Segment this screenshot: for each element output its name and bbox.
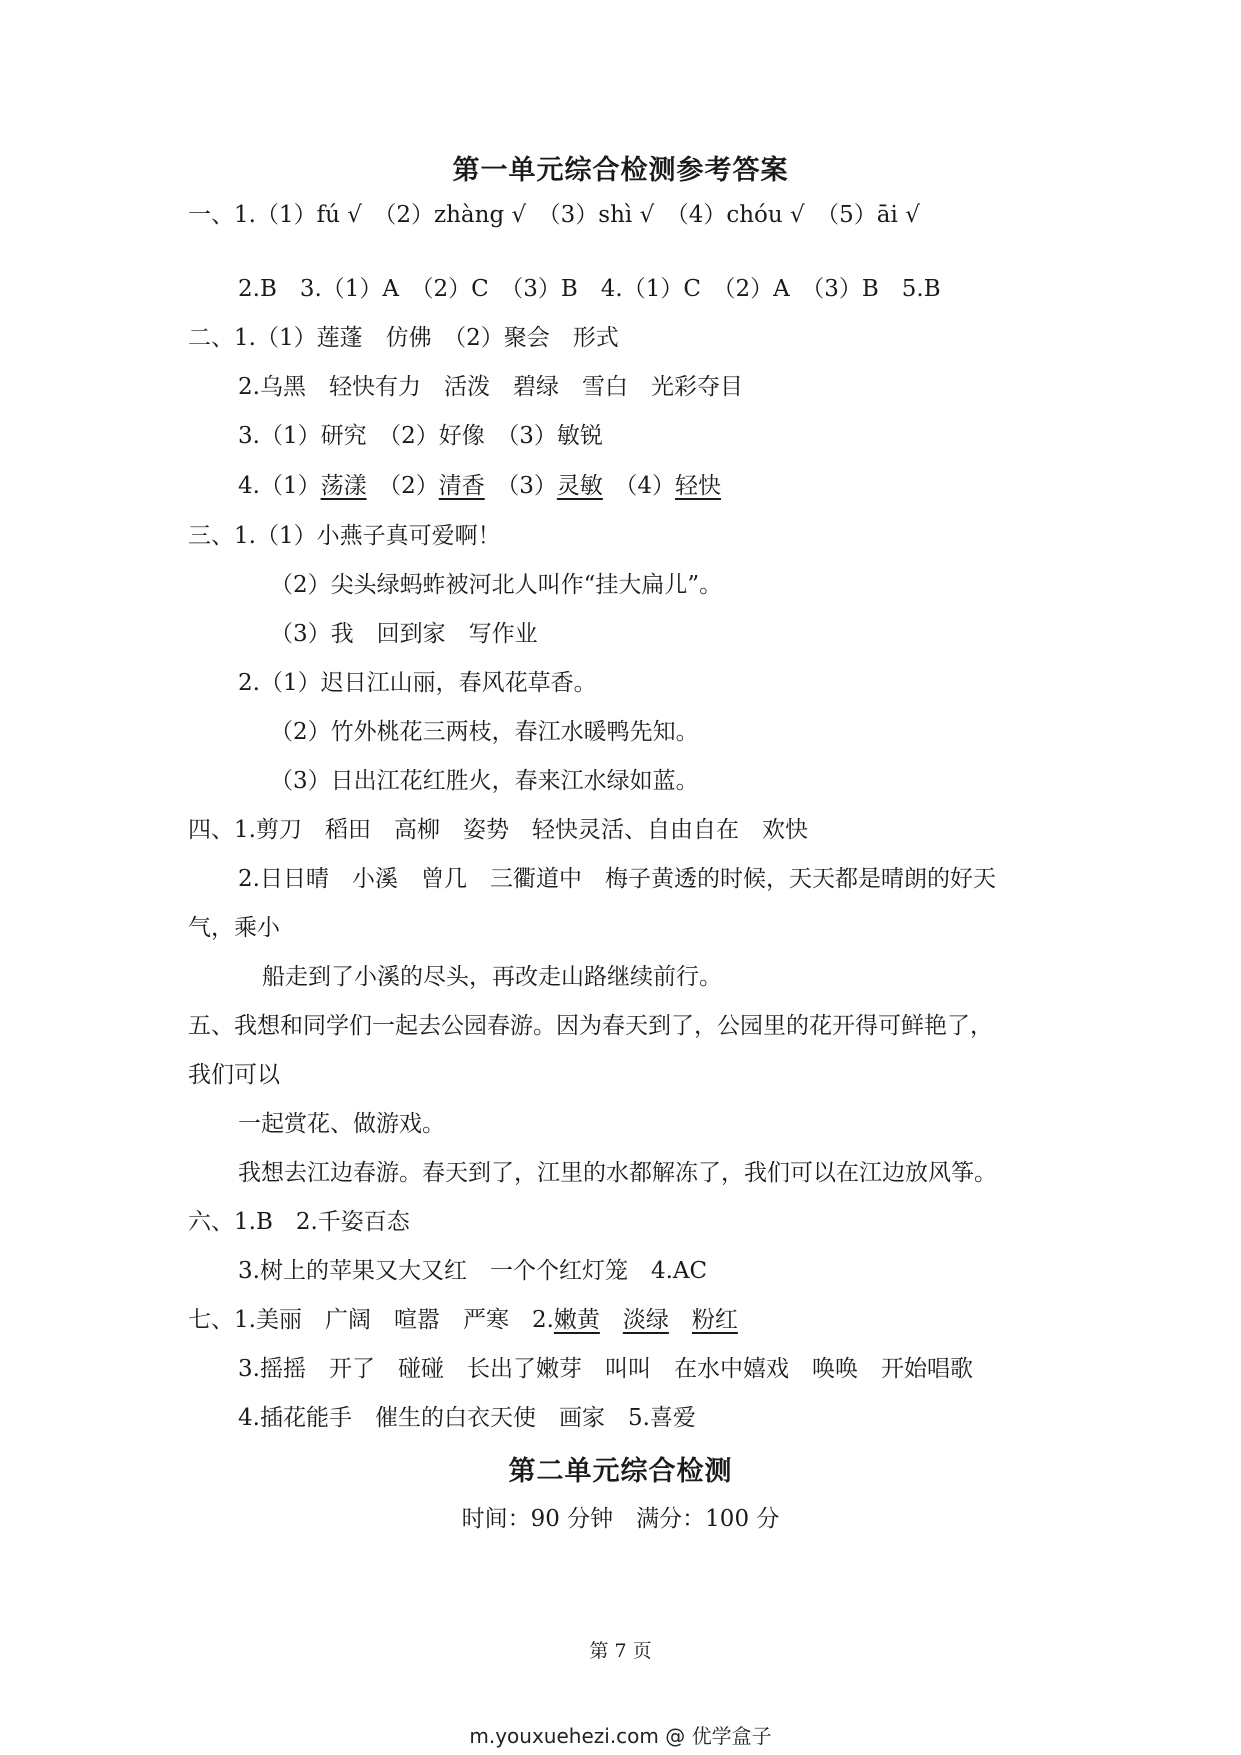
answer-line: 3.（1）研究 （2）好像 （3）敏锐: [238, 423, 603, 449]
item-prefix: （2）: [366, 473, 439, 499]
answer-line: （3）日出江花红胜火，春来江水绿如蓝。: [270, 768, 699, 794]
watermark-text: m.youxuehezi.com @ 优学盒子: [469, 1724, 772, 1748]
answer-line: 一、1.（1）fú √ （2）zhàng √ （3）shì √ （4）chóu √ （5）āi √: [188, 202, 920, 228]
answer-line-underlined: [238, 471, 721, 501]
separator: [669, 1307, 692, 1333]
answer-line: 五、我想和同学们一起去公园春游。因为春天到了，公园里的花开得可鲜艳了，: [188, 1013, 993, 1039]
answer-line: 我想去江边春游。春天到了，江里的水都解冻了，我们可以在江边放风筝。: [238, 1160, 997, 1186]
answer-line-underlined: [188, 1305, 738, 1335]
answer-line: 2.乌黑 轻快有力 活泼 碧绿 雪白 光彩夺目: [238, 374, 743, 400]
answer-line: 一起赏花、做游戏。: [238, 1111, 445, 1137]
answer-line: 我们可以: [188, 1062, 280, 1088]
page-number: 第 7 页: [589, 1640, 652, 1662]
item-prefix: 七、1.美丽 广阔 喧嚣 严寒 2.: [188, 1307, 554, 1333]
answer-line: 六、1.B 2.千姿百态: [188, 1209, 410, 1235]
item-prefix: 4.（1）: [238, 473, 321, 499]
answer-line: 气，乘小: [188, 915, 280, 941]
item-prefix: （4）: [602, 473, 675, 499]
underlined-answer: 粉红: [691, 1307, 738, 1333]
answer-line: 4.插花能手 催生的白衣天使 画家 5.喜爱: [238, 1405, 696, 1431]
item-prefix: （3）: [484, 473, 557, 499]
unit1-title: 第一单元综合检测参考答案: [452, 155, 789, 186]
answer-line: （2）尖头绿蚂蚱被河北人叫作“挂大扁儿”。: [270, 572, 723, 598]
separator: [600, 1307, 623, 1333]
answer-line: （3）我 回到家 写作业: [270, 621, 538, 647]
answer-line: 2.（1）迟日江山丽，春风花草香。: [238, 670, 597, 696]
underlined-answer: 嫩黄: [553, 1307, 600, 1333]
answer-line: 二、1.（1）莲蓬 仿佛 （2）聚会 形式: [188, 325, 619, 351]
answer-line: 三、1.（1）小燕子真可爱啊！: [188, 523, 501, 549]
answer-line: 3.树上的苹果又大又红 一个个红灯笼 4.AC: [238, 1258, 708, 1284]
underlined-answer: 淡绿: [622, 1307, 669, 1333]
answer-line: 2.B 3.（1）A （2）C （3）B 4.（1）C （2）A （3）B 5.B: [238, 276, 941, 302]
answer-line: 3.摇摇 开了 碰碰 长出了嫩芽 叫叫 在水中嬉戏 唤唤 开始唱歌: [238, 1356, 973, 1382]
underlined-answer: 轻快: [675, 473, 721, 499]
answer-line: 四、1.剪刀 稻田 高柳 姿势 轻快灵活、自由自在 欢快: [188, 817, 808, 843]
underlined-answer: 清香: [438, 473, 485, 499]
answer-line: 2.日日晴 小溪 曾几 三衢道中 梅子黄透的时候，天天都是晴朗的好天: [238, 866, 996, 892]
unit2-title: 第二单元综合检测: [508, 1456, 733, 1487]
answer-line: （2）竹外桃花三两枝，春江水暖鸭先知。: [270, 719, 699, 745]
underlined-answer: 荡漾: [320, 473, 367, 499]
underlined-answer: 灵敏: [556, 473, 603, 499]
unit2-subtitle: 时间：90 分钟 满分：100 分: [461, 1506, 780, 1532]
answer-line: 船走到了小溪的尽头，再改走山路继续前行。: [262, 964, 722, 990]
